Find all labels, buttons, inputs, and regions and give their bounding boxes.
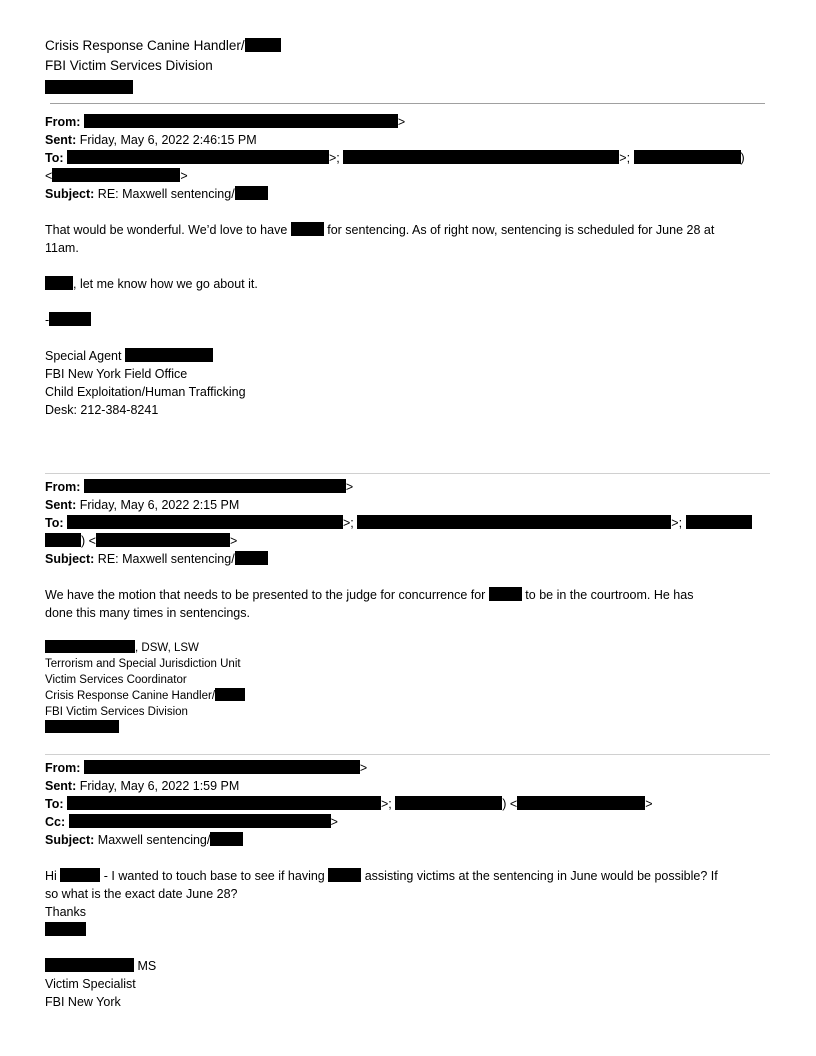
redaction <box>84 479 346 493</box>
email2-sig-handler: Crisis Response Canine Handler/ <box>45 688 245 704</box>
redaction <box>357 515 671 529</box>
redaction <box>291 222 324 236</box>
separator-line <box>45 754 770 755</box>
top-signature-line2: FBI Victim Services Division <box>45 58 213 73</box>
email1-sig-desk: Desk: 212-384-8241 <box>45 403 159 417</box>
redaction <box>49 312 91 326</box>
redaction <box>634 150 741 164</box>
redaction <box>45 276 73 290</box>
email3-sig-office: FBI New York <box>45 995 121 1009</box>
redaction <box>45 533 81 547</box>
redaction <box>45 720 119 733</box>
redaction <box>686 515 752 529</box>
email3-cc-line: Cc: > <box>45 815 338 829</box>
redaction <box>69 814 331 828</box>
redaction <box>45 958 134 972</box>
redaction <box>125 348 213 362</box>
email1-subject-line: Subject: RE: Maxwell sentencing/ <box>45 185 268 203</box>
email2-subject-line: Subject: RE: Maxwell sentencing/ <box>45 550 268 568</box>
redaction <box>67 515 343 529</box>
email1-dash-line: - <box>45 311 91 329</box>
separator-line <box>50 103 765 104</box>
email3-signoff <box>45 921 86 939</box>
redaction <box>52 168 180 182</box>
email3-from-line: From: > <box>45 761 368 775</box>
email3-to-line: To: >; ) < > <box>45 797 653 811</box>
redaction <box>210 832 243 846</box>
redaction <box>45 640 135 653</box>
email3-sig-role: Victim Specialist <box>45 977 136 991</box>
email3-sig-name: MS <box>45 957 156 975</box>
email2-sig-unit: Terrorism and Special Jurisdiction Unit <box>45 658 241 670</box>
email3-subject-line: Subject: Maxwell sentencing/ <box>45 831 243 849</box>
redaction <box>235 186 268 200</box>
email2-from-line: From: > <box>45 480 354 494</box>
redaction <box>96 533 230 547</box>
separator-line <box>45 473 770 474</box>
email2-sig-name: , DSW, LSW <box>45 640 199 656</box>
redaction <box>45 80 133 94</box>
email2-body-line1: We have the motion that needs to be presented to the judge for concurrence for to be in the courtroom. He has <box>45 588 694 602</box>
redaction <box>328 868 361 882</box>
redaction <box>489 587 522 601</box>
email2-to-line: To: >; >; <box>45 514 752 532</box>
email2-sig-division: FBI Victim Services Division <box>45 706 188 718</box>
email1-body-line1: That would be wonderful. We’d love to have for sentencing. As of right now, sentencing is scheduled for June 28 at <box>45 223 715 237</box>
redaction <box>45 922 86 936</box>
email1-body-line3: , let me know how we go about it. <box>45 275 258 293</box>
redaction <box>235 551 268 565</box>
redaction <box>67 150 329 164</box>
email2-sig-redacted <box>45 720 119 736</box>
redaction <box>215 688 245 701</box>
email3-body-line1: Hi - I wanted to touch base to see if having assisting victims at the sentencing in June would be possible? If <box>45 869 718 883</box>
email3-sent-line: Sent: Friday, May 6, 2022 1:59 PM <box>45 779 240 793</box>
email2-sent-line: Sent: Friday, May 6, 2022 2:15 PM <box>45 498 240 512</box>
redaction <box>343 150 619 164</box>
top-signature-line1: Crisis Response Canine Handler/ <box>45 37 281 55</box>
redaction <box>67 796 381 810</box>
email2-to-line2: ) < > <box>45 532 237 550</box>
redaction <box>60 868 100 882</box>
email2-sig-role: Victim Services Coordinator <box>45 674 187 686</box>
email1-to-line: To: >; >; ) <box>45 151 745 165</box>
redaction <box>245 38 281 52</box>
email1-sig-office: FBI New York Field Office <box>45 367 188 381</box>
redaction <box>517 796 645 810</box>
redaction <box>84 114 398 128</box>
email1-to-line2: < > <box>45 169 188 183</box>
email2-body-line2: done this many times in sentencings. <box>45 606 250 620</box>
email3-thanks: Thanks <box>45 905 86 919</box>
redaction <box>84 760 360 774</box>
top-signature-line3 <box>45 79 133 97</box>
email1-sig-unit: Child Exploitation/Human Trafficking <box>45 385 246 399</box>
email3-body-line2: so what is the exact date June 28? <box>45 887 238 901</box>
email1-sent-line: Sent: Friday, May 6, 2022 2:46:15 PM <box>45 133 257 147</box>
email1-sig-title: Special Agent <box>45 347 213 365</box>
redaction <box>395 796 502 810</box>
email1-body-line2: 11am. <box>45 241 79 255</box>
email1-from-line: From: > <box>45 115 406 129</box>
